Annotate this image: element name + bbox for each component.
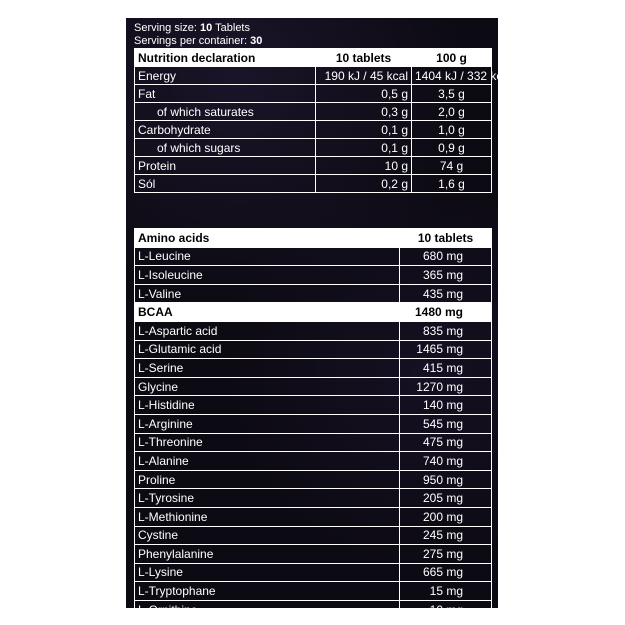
amino-name: L-Methionine <box>135 507 400 526</box>
amino-row <box>135 545 492 564</box>
nutrient-name: Fat <box>135 85 316 103</box>
nutrient-per-100g: 1,6 g <box>412 175 492 193</box>
nutrient-name: of which sugars <box>135 139 316 157</box>
amino-name: L-Histidine <box>135 396 400 415</box>
nutrition-row <box>135 103 492 121</box>
amino-acids-section <box>134 228 491 619</box>
amino-amount: 435 mg <box>400 284 492 303</box>
amino-row <box>135 489 492 508</box>
amino-acids-table <box>134 228 492 619</box>
nutrient-per-serving: 190 kJ / 45 kcal <box>316 67 412 85</box>
serving-size-value: 10 <box>200 22 213 34</box>
amino-row <box>135 452 492 471</box>
amino-row <box>135 266 492 285</box>
amino-amount: 740 mg <box>400 452 492 471</box>
amino-amount: 415 mg <box>400 359 492 378</box>
amino-row <box>135 396 492 415</box>
amino-header-amount: 10 tablets <box>400 229 492 248</box>
amino-row <box>135 340 492 359</box>
amino-name: BCAA <box>135 303 400 322</box>
nutrition-header-per-100g: 100 g <box>412 49 492 67</box>
amino-amount: 205 mg <box>400 489 492 508</box>
amino-row <box>135 526 492 545</box>
amino-row <box>135 563 492 582</box>
servings-per-container-value: 30 <box>250 35 263 47</box>
nutrition-table <box>134 48 512 193</box>
amino-name: L-Aspartic acid <box>135 321 400 340</box>
amino-row <box>135 470 492 489</box>
amino-amount: 545 mg <box>400 414 492 433</box>
amino-name: Cystine <box>135 526 400 545</box>
amino-name: L-Tryptophane <box>135 582 400 601</box>
nutrition-row <box>135 121 492 139</box>
amino-name: L-Valine <box>135 284 400 303</box>
nutrient-per-100g: 0,9 g <box>412 139 492 157</box>
nutrition-row <box>135 67 492 85</box>
amino-amount: 200 mg <box>400 507 492 526</box>
amino-row <box>135 600 492 619</box>
serving-size-line <box>134 22 491 35</box>
nutrient-per-serving: 0,1 g <box>316 121 412 139</box>
amino-amount: 1480 mg <box>400 303 492 322</box>
amino-name: L-Lysine <box>135 563 400 582</box>
nutrition-row <box>135 139 492 157</box>
nutrition-row <box>135 175 492 193</box>
amino-amount: 140 mg <box>400 396 492 415</box>
amino-amount: 1465 mg <box>400 340 492 359</box>
amino-row <box>135 359 492 378</box>
amino-amount: 10 mg <box>400 600 492 619</box>
nutrient-per-100g: 1404 kJ / 332 kcal <box>412 67 492 85</box>
servings-per-container-label: Servings per container: <box>134 35 251 47</box>
nutrient-name: Carbohydrate <box>135 121 316 139</box>
nutrition-header-per-serving: 10 tablets <box>316 49 412 67</box>
nutrient-name: Energy <box>135 67 316 85</box>
amino-row <box>135 582 492 601</box>
amino-amount: 665 mg <box>400 563 492 582</box>
amino-row <box>135 433 492 452</box>
nutrition-row <box>135 85 492 103</box>
amino-name: Phenylalanine <box>135 545 400 564</box>
nutrition-header-name: Nutrition declaration <box>135 49 316 67</box>
amino-name: L-Arginine <box>135 414 400 433</box>
amino-row <box>135 414 492 433</box>
amino-name: L-Threonine <box>135 433 400 452</box>
nutrient-per-100g: 74 g <box>412 157 492 175</box>
amino-amount: 245 mg <box>400 526 492 545</box>
amino-amount: 475 mg <box>400 433 492 452</box>
amino-name: L-Isoleucine <box>135 266 400 285</box>
nutrition-section <box>134 22 512 193</box>
amino-amount: 835 mg <box>400 321 492 340</box>
amino-row <box>135 247 492 266</box>
amino-amount: 365 mg <box>400 266 492 285</box>
amino-name: Proline <box>135 470 400 489</box>
nutrient-per-100g: 2,0 g <box>412 103 492 121</box>
amino-row <box>135 507 492 526</box>
amino-row <box>135 284 492 303</box>
nutrition-row <box>135 157 492 175</box>
nutrient-per-serving: 10 g <box>316 157 412 175</box>
amino-row <box>135 377 492 396</box>
amino-name: L-Tyrosine <box>135 489 400 508</box>
amino-name: L-Serine <box>135 359 400 378</box>
supplement-facts-panel <box>126 18 512 617</box>
nutrient-per-serving: 0,2 g <box>316 175 412 193</box>
nutrient-per-serving: 0,1 g <box>316 139 412 157</box>
amino-amount: 680 mg <box>400 247 492 266</box>
amino-name: Glycine <box>135 377 400 396</box>
nutrient-per-serving: 0,3 g <box>316 103 412 121</box>
amino-header-row <box>135 229 492 248</box>
amino-name: L-Glutamic acid <box>135 340 400 359</box>
amino-amount: 1270 mg <box>400 377 492 396</box>
amino-amount: 275 mg <box>400 545 492 564</box>
amino-amount: 15 mg <box>400 582 492 601</box>
amino-header-name: Amino acids <box>135 229 400 248</box>
servings-per-container-line <box>134 35 491 48</box>
nutrient-name: Protein <box>135 157 316 175</box>
amino-name: L-Ornithine <box>135 600 400 619</box>
nutrient-per-100g: 1,0 g <box>412 121 492 139</box>
serving-size-unit: Tablets <box>212 22 250 34</box>
amino-name: L-Alanine <box>135 452 400 471</box>
nutrient-per-100g: 3,5 g <box>412 85 492 103</box>
nutrient-per-serving: 0,5 g <box>316 85 412 103</box>
amino-amount: 950 mg <box>400 470 492 489</box>
nutrition-header-row <box>135 49 492 67</box>
amino-name: L-Leucine <box>135 247 400 266</box>
nutrient-name: Sól <box>135 175 316 193</box>
nutrient-name: of which saturates <box>135 103 316 121</box>
serving-size-label: Serving size: <box>134 22 201 34</box>
amino-row <box>135 321 492 340</box>
bcaa-total-row <box>135 303 492 322</box>
